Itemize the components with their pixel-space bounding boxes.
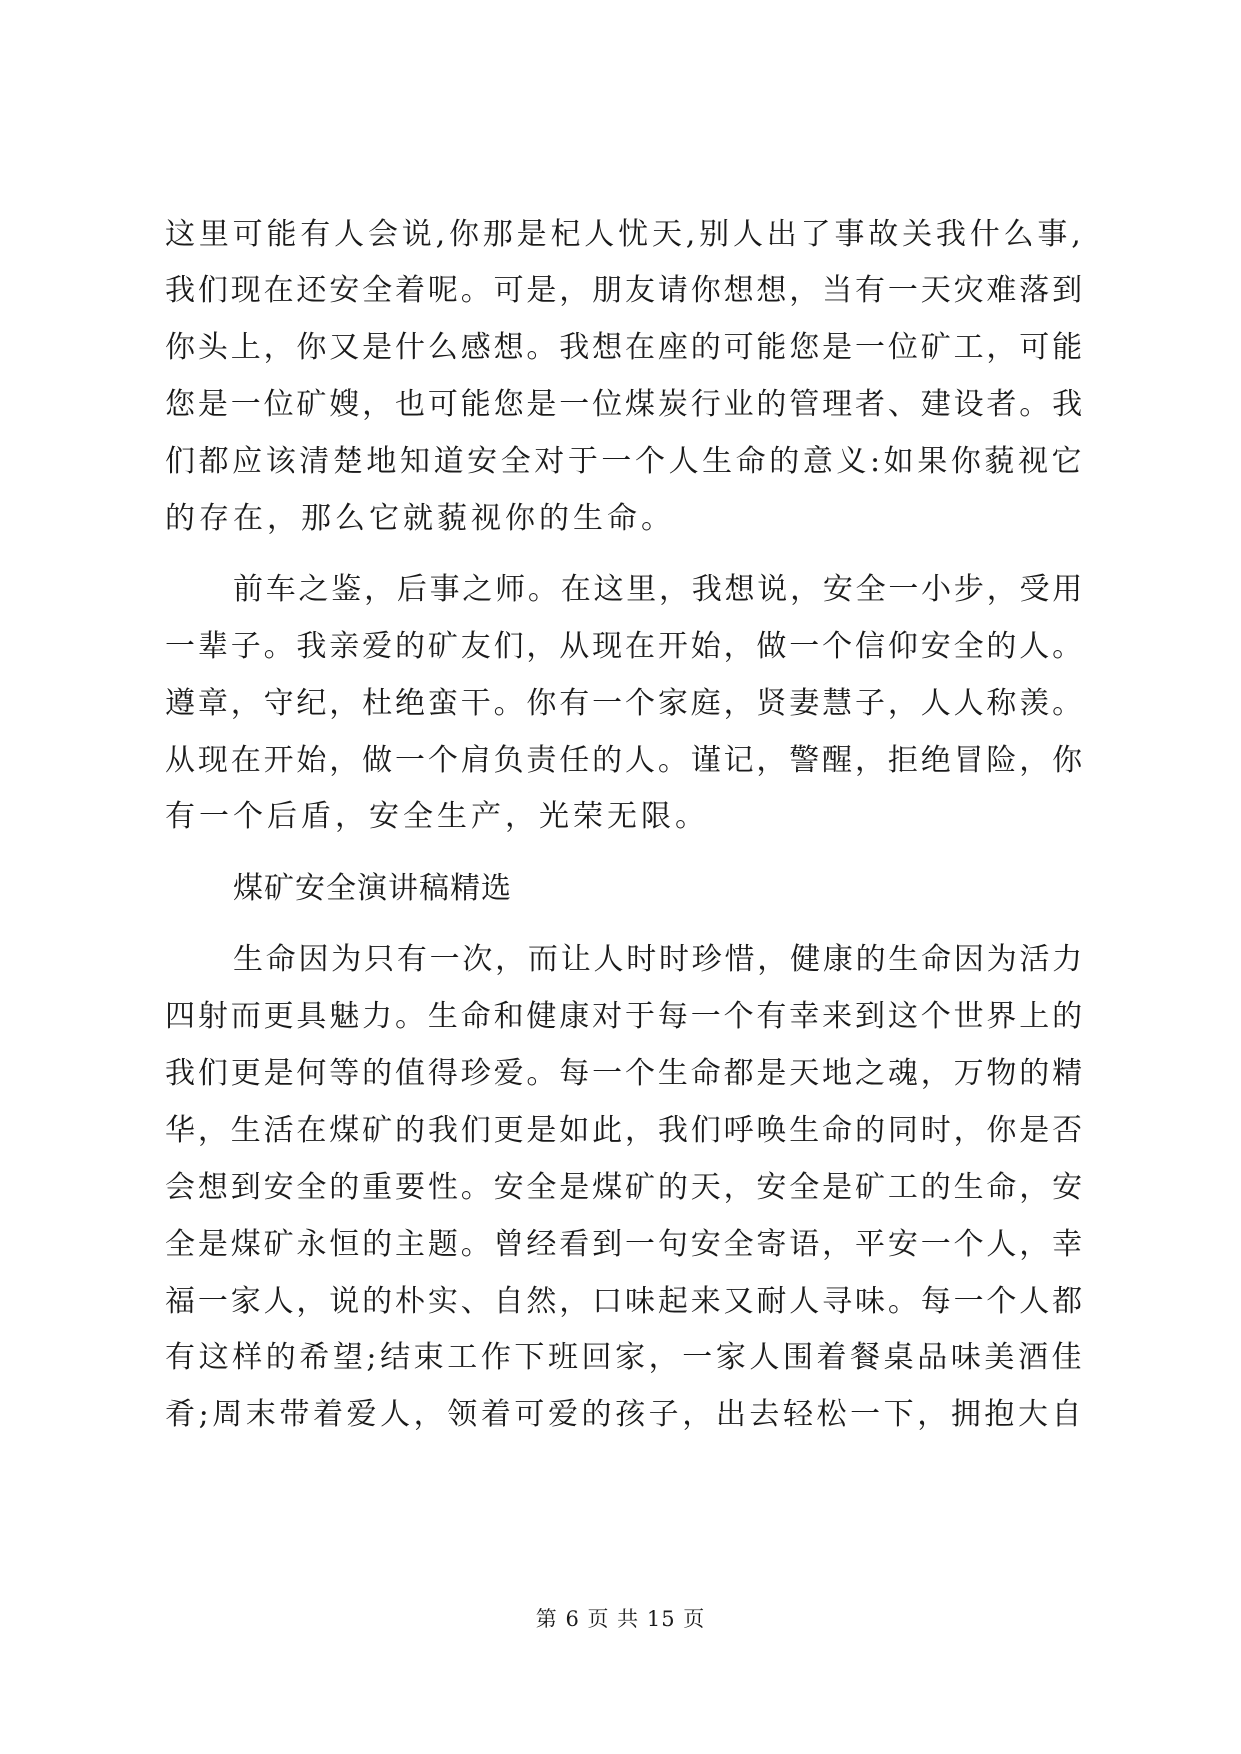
paragraph-3-line-2: 四射而更具魅力。生命和健康对于每一个有幸来到这个世界上的	[165, 999, 1085, 1034]
paragraph-3-line-6: 全是煤矿永恒的主题。曾经看到一句安全寄语，平安一个人，幸	[165, 1227, 1085, 1262]
paragraph-1-line-6: 的存在，那么它就藐视你的生命。	[165, 501, 675, 536]
paragraph-3-line-5: 会想到安全的重要性。安全是煤矿的天，安全是矿工的生命，安	[165, 1170, 1085, 1205]
paragraph-1-line-1: 这里可能有人会说,你那是杞人忧天,别人出了事故关我什么事,	[165, 217, 1085, 252]
paragraph-2-line-2: 一辈子。我亲爱的矿友们，从现在开始，做一个信仰安全的人。	[165, 629, 1085, 664]
paragraph-2-line-1: 前车之鉴，后事之师。在这里，我想说，安全一小步，受用	[233, 572, 1085, 607]
paragraph-3-line-1: 生命因为只有一次，而让人时时珍惜，健康的生命因为活力	[233, 942, 1085, 977]
paragraph-3-line-8: 有这样的希望;结束工作下班回家，一家人围着餐桌品味美酒佳	[165, 1340, 1086, 1375]
paragraph-3-line-7: 福一家人，说的朴实、自然，口味起来又耐人寻味。每一个人都	[165, 1284, 1085, 1319]
paragraph-1-line-5: 们都应该清楚地知道安全对于一个人生命的意义:如果你藐视它	[165, 444, 1086, 479]
paragraph-2-line-5: 有一个后盾，安全生产，光荣无限。	[165, 799, 709, 834]
paragraph-3-line-4: 华，生活在煤矿的我们更是如此，我们呼唤生命的同时，你是否	[165, 1113, 1085, 1148]
paragraph-2-line-3: 遵章，守纪，杜绝蛮干。你有一个家庭，贤妻慧子，人人称羡。	[165, 686, 1085, 721]
page-number-footer: 第 6 页 共 15 页	[535, 1607, 706, 1631]
paragraph-1-line-3: 你头上，你又是什么感想。我想在座的可能您是一位矿工，可能	[165, 330, 1085, 365]
paragraph-2-line-4: 从现在开始，做一个肩负责任的人。谨记，警醒，拒绝冒险，你	[165, 743, 1085, 778]
paragraph-1-line-2: 我们现在还安全着呢。可是，朋友请你想想，当有一天灾难落到	[165, 273, 1085, 308]
paragraph-1-line-4: 您是一位矿嫂，也可能您是一位煤炭行业的管理者、建设者。我	[165, 387, 1085, 422]
paragraph-3-line-9: 肴;周末带着爱人，领着可爱的孩子，出去轻松一下，拥抱大自	[165, 1397, 1086, 1432]
paragraph-3-line-3: 我们更是何等的值得珍爱。每一个生命都是天地之魂，万物的精	[165, 1056, 1085, 1091]
section-heading: 煤矿安全演讲稿精选	[233, 871, 512, 906]
